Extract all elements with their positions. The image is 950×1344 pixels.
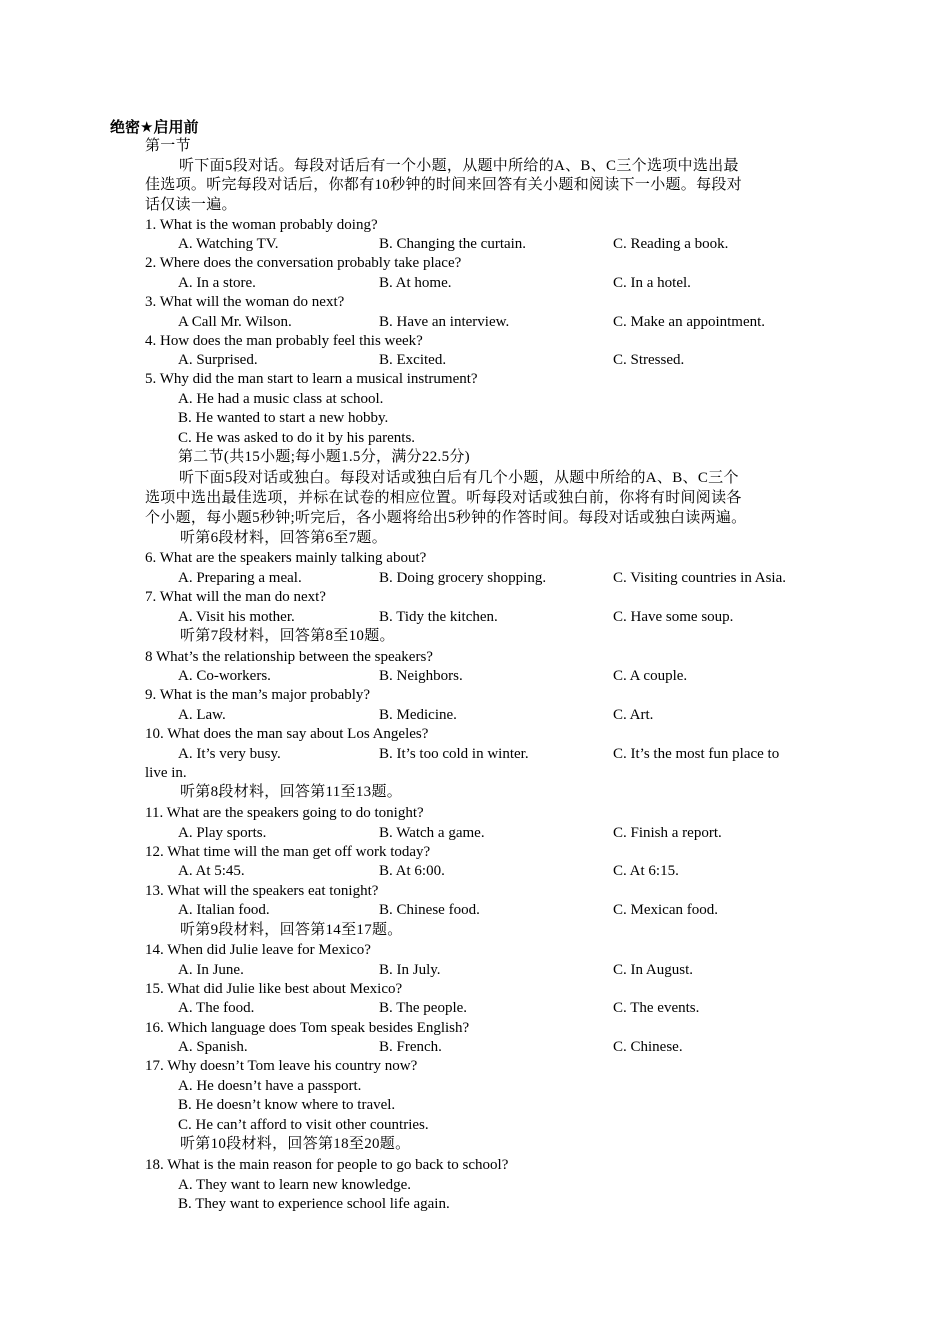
q2-option-a: A. In a store. (178, 275, 256, 291)
confidential-label: 绝密★启用前 (110, 118, 199, 136)
q7-option-b: B. Tidy the kitchen. (379, 609, 498, 625)
q10-option-a: A. It’s very busy. (178, 746, 281, 762)
q14-option-a: A. In June. (178, 962, 244, 978)
q17-option-c: C. He can’t afford to visit other countries. (178, 1117, 429, 1133)
material-9-heading: 听第9段材料，回答第14至17题。 (180, 922, 403, 938)
q8-option-b: B. Neighbors. (379, 668, 463, 684)
q3-option-b: B. Have an interview. (379, 314, 510, 330)
q6-option-c: C. Visiting countries in Asia. (613, 570, 786, 586)
q2-option-b: B. At home. (379, 275, 452, 291)
question-7: 7. What will the man do next? (145, 589, 326, 605)
section1-intro-line2: 佳选项。听完每段对话后，你都有10秒钟的时间来回答有关小题和阅读下一小题。每段对 (145, 177, 743, 193)
question-2: 2. Where does the conversation probably take place? (145, 255, 462, 271)
q3-option-a: A Call Mr. Wilson. (178, 314, 292, 330)
question-17: 17. Why doesn’t Tom leave his country now? (145, 1058, 418, 1074)
q15-option-b: B. The people. (379, 1000, 468, 1016)
q13-option-c: C. Mexican food. (613, 902, 718, 918)
q13-option-b: B. Chinese food. (379, 902, 480, 918)
material-10-heading: 听第10段材料，回答第18至20题。 (180, 1136, 411, 1152)
question-4: 4. How does the man probably feel this week? (145, 333, 423, 349)
q5-option-c: C. He was asked to do it by his parents. (178, 430, 416, 446)
q11-option-b: B. Watch a game. (379, 825, 485, 841)
q17-option-b: B. He doesn’t know where to travel. (178, 1097, 396, 1113)
section2-intro-line1: 听下面5段对话或独白。每段对话或独白后有几个小题，从题中所给的A、B、C三个 (179, 470, 739, 486)
material-7-heading: 听第7段材料，回答第8至10题。 (180, 628, 395, 644)
q11-option-c: C. Finish a report. (613, 825, 722, 841)
q14-option-b: B. In July. (379, 962, 441, 978)
q1-option-b: B. Changing the curtain. (379, 236, 527, 252)
q15-option-a: A. The food. (178, 1000, 255, 1016)
q16-option-a: A. Spanish. (178, 1039, 248, 1055)
q9-option-a: A. Law. (178, 707, 226, 723)
q1-option-c: C. Reading a book. (613, 236, 729, 252)
q7-option-a: A. Visit his mother. (178, 609, 295, 625)
q2-option-c: C. In a hotel. (613, 275, 691, 291)
q12-option-b: B. At 6:00. (379, 863, 445, 879)
q12-option-a: A. At 5:45. (178, 863, 245, 879)
material-8-heading: 听第8段材料，回答第11至13题。 (180, 784, 403, 800)
q9-option-b: B. Medicine. (379, 707, 457, 723)
q3-option-c: C. Make an appointment. (613, 314, 766, 330)
q18-option-b: B. They want to experience school life again. (178, 1196, 450, 1212)
q16-option-b: B. French. (379, 1039, 442, 1055)
question-11: 11. What are the speakers going to do tonight? (145, 805, 424, 821)
q10-option-b: B. It’s too cold in winter. (379, 746, 529, 762)
q8-option-c: C. A couple. (613, 668, 688, 684)
q4-option-a: A. Surprised. (178, 352, 258, 368)
q4-option-b: B. Excited. (379, 352, 447, 368)
q16-option-c: C. Chinese. (613, 1039, 683, 1055)
q10-option-c-continued: live in. (145, 765, 187, 781)
section1-title: 第一节 (145, 138, 191, 154)
section1-intro-line3: 话仅读一遍。 (145, 197, 237, 213)
question-16: 16. Which language does Tom speak besides English? (145, 1020, 470, 1036)
q8-option-a: A. Co-workers. (178, 668, 271, 684)
question-6: 6. What are the speakers mainly talking about? (145, 550, 427, 566)
q7-option-c: C. Have some soup. (613, 609, 734, 625)
q4-option-c: C. Stressed. (613, 352, 685, 368)
question-12: 12. What time will the man get off work today? (145, 844, 431, 860)
q1-option-a: A. Watching TV. (178, 236, 279, 252)
q10-option-c: C. It’s the most fun place to (613, 746, 780, 762)
question-13: 13. What will the speakers eat tonight? (145, 883, 379, 899)
question-8: 8 What’s the relationship between the speakers? (145, 649, 433, 665)
material-6-heading: 听第6段材料，回答第6至7题。 (180, 530, 388, 546)
question-15: 15. What did Julie like best about Mexico? (145, 981, 403, 997)
section2-title: 第二节(共15小题;每小题1.5分，满分22.5分) (178, 449, 470, 465)
question-10: 10. What does the man say about Los Angeles? (145, 726, 429, 742)
q11-option-a: A. Play sports. (178, 825, 267, 841)
q14-option-c: C. In August. (613, 962, 694, 978)
q9-option-c: C. Art. (613, 707, 654, 723)
q5-option-a: A. He had a music class at school. (178, 391, 384, 407)
q6-option-b: B. Doing grocery shopping. (379, 570, 547, 586)
section2-intro-line2: 选项中选出最佳选项，并标在试卷的相应位置。听每段对话或独白前，你将有时间阅读各 (145, 490, 742, 506)
question-9: 9. What is the man’s major probably? (145, 687, 371, 703)
q13-option-a: A. Italian food. (178, 902, 270, 918)
q15-option-c: C. The events. (613, 1000, 700, 1016)
question-5: 5. Why did the man start to learn a musical instrument? (145, 371, 478, 387)
question-3: 3. What will the woman do next? (145, 294, 345, 310)
question-14: 14. When did Julie leave for Mexico? (145, 942, 371, 958)
section2-intro-line3: 个小题，每小题5秒钟;听完后，各小题将给出5秒钟的作答时间。每段对话或独白读两遍。 (145, 510, 747, 526)
question-1: 1. What is the woman probably doing? (145, 217, 378, 233)
q5-option-b: B. He wanted to start a new hobby. (178, 410, 389, 426)
question-18: 18. What is the main reason for people to go back to school? (145, 1157, 509, 1173)
q6-option-a: A. Preparing a meal. (178, 570, 302, 586)
q17-option-a: A. He doesn’t have a passport. (178, 1078, 362, 1094)
q12-option-c: C. At 6:15. (613, 863, 679, 879)
q18-option-a: A. They want to learn new knowledge. (178, 1177, 411, 1193)
section1-intro-line1: 听下面5段对话。每段对话后有一个小题，从题中所给的A、B、C三个选项中选出最 (179, 158, 739, 174)
